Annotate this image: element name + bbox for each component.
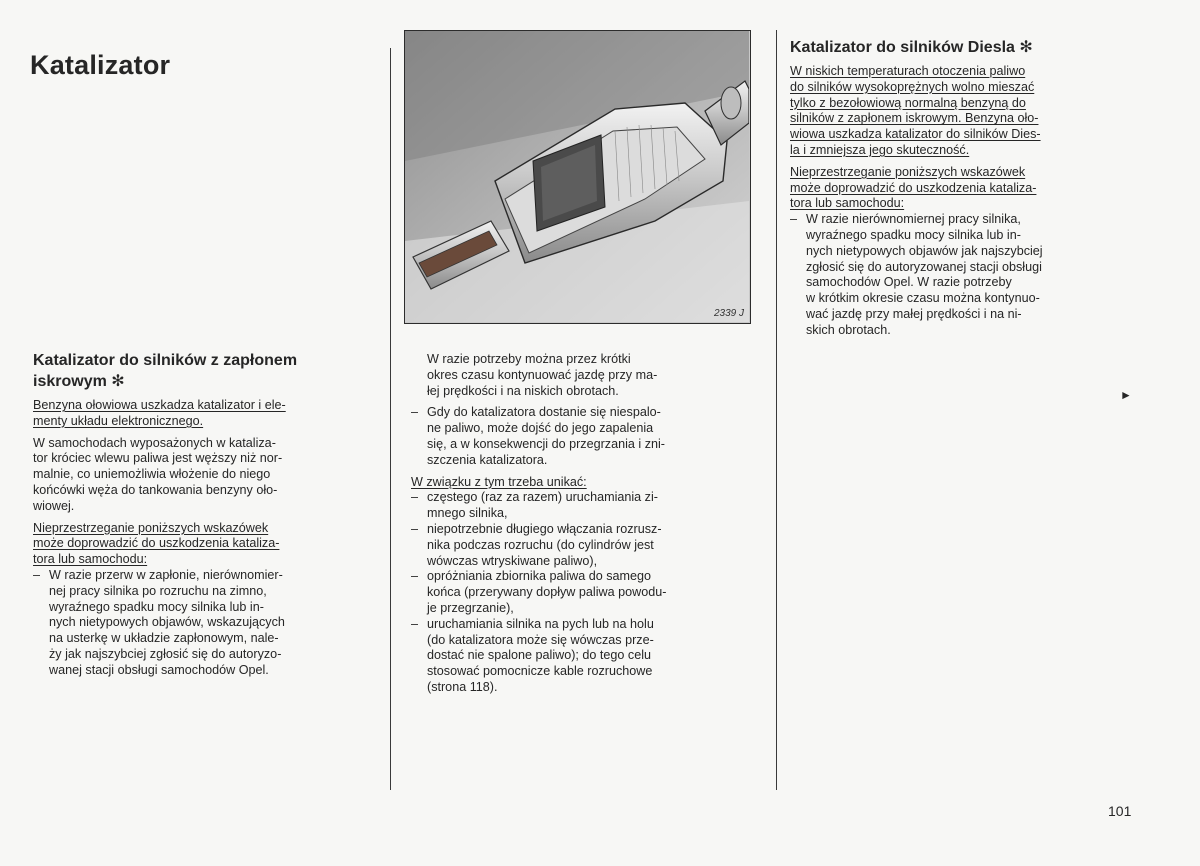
text-line: opróżniania zbiornika paliwa do samego: [427, 569, 652, 584]
text-line: tor króciec wlewu paliwa jest węższy niż nor-: [33, 451, 283, 466]
text-line: wiowej.: [33, 498, 75, 513]
text-line: nika podczas rozruchu (do cylindrów jest: [427, 537, 654, 552]
snowflake-icon: ✻: [111, 373, 125, 390]
warning-paragraph: [790, 64, 1130, 159]
text-line: menty układu elektronicznego.: [33, 413, 204, 428]
text-line: samochodów Opel. W razie potrzeby: [806, 275, 1012, 290]
catalytic-converter-drawing: [405, 31, 749, 322]
dash-bullet: –: [411, 490, 419, 505]
text-line: do silników wysokoprężnych wolno mieszać: [790, 79, 1035, 94]
text-line: W niskich temperaturach otoczenia paliwo: [790, 64, 1026, 78]
text-line: W samochodach wyposażonych w kataliza-: [33, 435, 276, 450]
text-line: (strona 118).: [427, 679, 498, 694]
column-divider-left: [390, 48, 391, 790]
snowflake-icon: ✻: [1019, 39, 1033, 56]
text-line: Nieprzestrzeganie poniższych wskazówek: [33, 520, 269, 535]
text-line: końca (przerywany dopływ paliwa powodu-: [427, 585, 667, 600]
list-item: [411, 617, 749, 696]
text-line: może doprowadzić do uszkodzenia kataliza-: [33, 536, 280, 551]
list-item: [411, 405, 749, 468]
section-title-line: Katalizator do silników z zapłonem: [33, 352, 298, 369]
petrol-engine-section: [33, 350, 366, 679]
text-line: wówczas wtryskiwane paliwo),: [427, 553, 598, 568]
diesel-engine-section: [790, 37, 1130, 339]
text-line: W razie przerw w zapłonie, nierównomier-: [49, 567, 283, 582]
catalytic-converter-illustration: [404, 30, 751, 324]
text-line: Benzyna ołowiowa uszkadza katalizator i ele-: [33, 398, 286, 412]
continue-arrow-icon: ►: [1120, 388, 1132, 402]
text-line: (do katalizatora może się wówczas prze-: [427, 632, 654, 647]
text-line: się, a w konsekwencji do przegrzania i zni-: [427, 436, 665, 451]
page-number: 101: [1108, 803, 1132, 819]
text-line: ne paliwo, może dojść do jego zapalenia: [427, 421, 654, 436]
text-line: może doprowadzić do uszkodzenia kataliza-: [790, 180, 1037, 195]
section-title-line: Katalizator do silników Diesla: [790, 39, 1015, 56]
text-line: tylko z bezołowiową normalną benzyną do: [790, 95, 1026, 110]
text-line: W razie nierównomiernej pracy silnika,: [806, 212, 1021, 227]
dash-bullet: –: [411, 521, 419, 536]
text-line: szczenia katalizatora.: [427, 452, 548, 467]
text-line: wać jazdę przy małej prędkości i na ni-: [806, 306, 1022, 321]
text-line: okres czasu kontynuować jazdę przy ma-: [427, 367, 658, 382]
text-line: ży jak najszybciej zgłosić się do autoryzo-: [49, 646, 282, 661]
text-line: w krótkim okresie czasu można kontynuo-: [806, 291, 1040, 306]
list-item: [790, 212, 1130, 338]
warning-paragraph: [790, 165, 1130, 212]
text-line: Nieprzestrzeganie poniższych wskazówek: [790, 164, 1026, 179]
section-title-diesel: [790, 37, 1130, 58]
text-line: je przegrzanie),: [427, 600, 514, 615]
dash-bullet: –: [411, 616, 419, 631]
text-line: częstego (raz za razem) uruchamiania zi-: [427, 490, 658, 505]
text-line: W razie potrzeby można przez krótki: [427, 352, 631, 366]
dash-bullet: –: [790, 212, 798, 227]
text-line: la i zmniejsza jego skuteczność.: [790, 142, 970, 157]
text-line: wyraźnego spadku mocy silnika lub in-: [49, 599, 264, 614]
section-title-line: iskrowym: [33, 373, 107, 390]
text-line: dostać nie spalone paliwo); do tego celu: [427, 648, 652, 663]
text-line: wanej stacji obsługi samochodów Opel.: [49, 662, 269, 677]
text-line: wyraźnego spadku mocy silnika lub in-: [806, 227, 1021, 242]
text-line: tora lub samochodu:: [790, 196, 905, 211]
text-line: nych nietypowych objawów jak najszybciej: [806, 243, 1043, 258]
dash-bullet: –: [411, 569, 419, 584]
text-line: skich obrotach.: [806, 322, 891, 337]
text-line: nej pracy silnika po rozruchu na zimno,: [49, 583, 267, 598]
figure-number: 2339 J: [713, 308, 744, 319]
text-line: mnego silnika,: [427, 506, 508, 521]
text-line: niepotrzebnie długiego włączania rozrusz-: [427, 521, 662, 536]
middle-text-column: [411, 352, 749, 696]
avoid-heading: W związku z tym trzeba unikać:: [411, 474, 587, 489]
text-line: malnie, co uniemożliwia włożenie do niego: [33, 467, 271, 482]
text-line: wiowa uszkadza katalizator do silników Dies-: [790, 127, 1041, 142]
list-item: [411, 522, 749, 569]
body-paragraph: [33, 436, 366, 515]
text-line: tora lub samochodu:: [33, 552, 148, 567]
warning-paragraph: [33, 521, 366, 568]
text-line: stosować pomocnicze kable rozruchowe: [427, 664, 653, 679]
text-line: na usterkę w układzie zapłonowym, nale-: [49, 631, 279, 646]
text-line: silników z zapłonem iskrowym. Benzyna oło-: [790, 111, 1039, 126]
text-line: nych nietypowych objawów, wskazujących: [49, 615, 285, 630]
list-item: [33, 568, 366, 679]
column-divider-right: [776, 30, 777, 790]
text-line: uruchamiania silnika na pych lub na holu: [427, 616, 654, 631]
section-title-petrol: [33, 350, 366, 392]
dash-bullet: –: [411, 405, 419, 420]
warning-paragraph: [33, 398, 366, 430]
dash-bullet: –: [33, 567, 41, 582]
text-line: Gdy do katalizatora dostanie się niespalo-: [427, 405, 661, 420]
text-line: zgłosić się do autoryzowanej stacji obsługi: [806, 259, 1042, 274]
body-paragraph: [411, 352, 749, 399]
text-line: końcówki węża do tankowania benzyny oło-: [33, 482, 278, 497]
page-title: Katalizator: [30, 50, 171, 80]
text-line: łej prędkości i na niskich obrotach.: [427, 383, 619, 398]
list-item: [411, 569, 749, 616]
list-item: [411, 490, 749, 522]
